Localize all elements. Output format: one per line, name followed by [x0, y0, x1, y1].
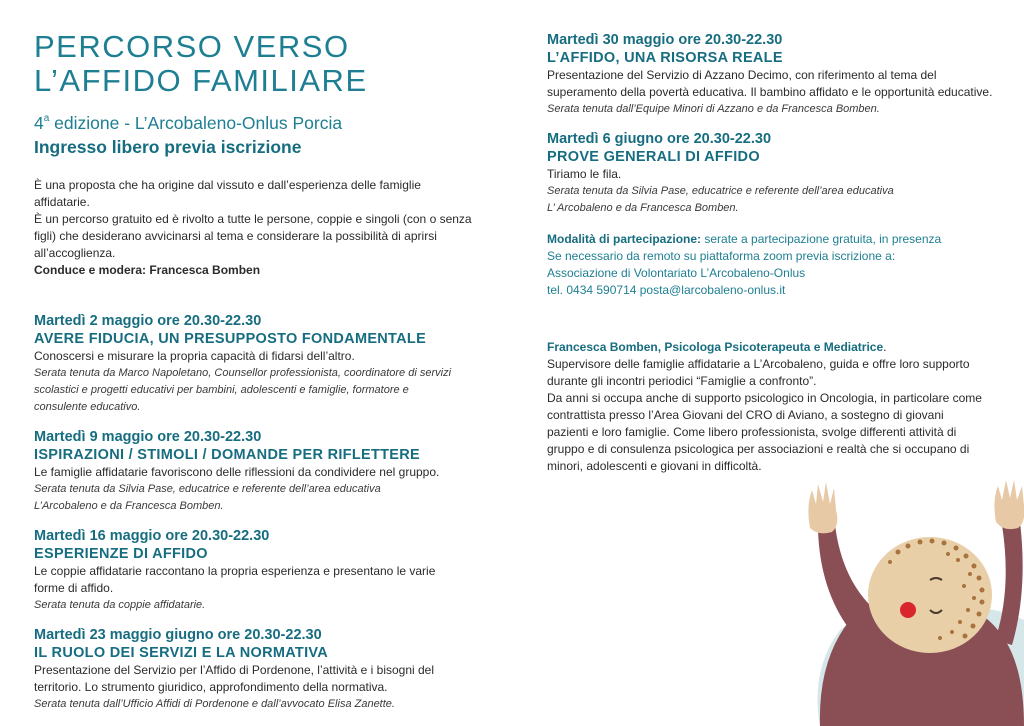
edition-line [34, 112, 474, 134]
bio-line: minori, adolescenti e giovani in difficoltà. [547, 459, 762, 473]
event-note: Serata tenuta da Marco Napoletano, Counsellor professionista, coordinatore di servizi [34, 367, 452, 379]
event-description: superamento della povertà educativa. Il bambino affidato e le opportunità educative. [547, 85, 993, 99]
event-6 [547, 130, 997, 217]
event-date: Martedì 2 maggio ore 20.30-22.30 [34, 313, 262, 329]
bio-line: Supervisore delle famiglie affidatarie a L’Arcobaleno, guida e offre loro supporto [547, 357, 970, 371]
intro-line: È una proposta che ha origine dal vissuto e dall’esperienza delle famiglie affidatarie. [34, 178, 421, 209]
intro-line: all’accoglienza. [34, 246, 116, 260]
event-note: L’ Arcobaleno e da Francesca Bomben. [547, 202, 739, 214]
event-1 [34, 312, 474, 416]
event-description: territorio. Lo strumento giuridico, approfondimento della normativa. [34, 680, 388, 694]
participation-label: Modalità di partecipazione: [547, 232, 702, 246]
event-note: Serata tenuta dall’Ufficio Affidi di Pordenone e dall’avvocato Elisa Zanette. [34, 698, 395, 710]
event-3 [34, 527, 474, 614]
event-note: scolastici e progetti educativi per bambini, adolescenti e famiglie, formatore e [34, 384, 409, 396]
event-5 [547, 31, 997, 118]
edition-superscript: a [43, 113, 50, 124]
event-note: Serata tenuta da Silvia Pase, educatrice e referente dell’area educativa [34, 483, 381, 495]
child-raising-arms-illustration [780, 470, 1024, 726]
bio-heading-period: . [883, 340, 887, 354]
title-line-1: PERCORSO VERSO [34, 29, 350, 64]
bio-line: gruppo e di consulenza psicologica per associazioni e realtà che si occupano di [547, 442, 970, 456]
event-title: PROVE GENERALI DI AFFIDO [547, 149, 760, 165]
event-date: Martedì 9 maggio ore 20.30-22.30 [34, 429, 262, 445]
event-description: Conoscersi e misurare la propria capacità di fidarsi dell’altro. [34, 349, 355, 363]
intro-line: È un percorso gratuito ed è rivolto a tutte le persone, coppie e singoli (con o senza [34, 212, 472, 226]
event-description: forme di affido. [34, 581, 114, 595]
right-column [547, 31, 997, 475]
event-title: AVERE FIDUCIA, UN PRESUPPOSTO FONDAMENTALE [34, 331, 427, 347]
event-note: Serata tenuta da Silvia Pase, educatrice e referente dell’area educativa [547, 185, 894, 197]
event-note: Serata tenuta dall’Equipe Minori di Azzano e da Francesca Bomben. [547, 103, 880, 115]
event-4 [34, 626, 474, 713]
bio-heading [547, 339, 997, 356]
participation-mode [547, 231, 997, 248]
bio-line: contrattista presso l’Area Giovani del CRO di Aviano, a sostegno di giovani [547, 408, 944, 422]
bio-block [547, 339, 997, 475]
event-date: Martedì 30 maggio ore 20.30-22.30 [547, 32, 783, 48]
event-2 [34, 428, 474, 515]
edition-text: edizione - L’Arcobaleno-Onlus Porcia [49, 113, 343, 133]
page-title [34, 30, 474, 98]
contact-info[interactable]: tel. 0434 590714 posta@larcobaleno-onlus.it [547, 283, 786, 297]
event-description: Presentazione del Servizio di Azzano Decimo, con riferimento al tema del [547, 68, 937, 82]
edition-number: 4 [34, 113, 44, 133]
participation-remote: Se necessario da remoto su piattaforma zoom previa iscrizione a: [547, 249, 896, 263]
entry-note: Ingresso libero previa iscrizione [34, 137, 302, 157]
event-date: Martedì 6 giugno ore 20.30-22.30 [547, 131, 772, 147]
bio-line: pazienti e loro famiglie. Come libero professionista, svolge differenti attività di [547, 425, 957, 439]
event-title: ISPIRAZIONI / STIMOLI / DOMANDE PER RIFLETTERE [34, 447, 420, 463]
event-date: Martedì 16 maggio ore 20.30-22.30 [34, 528, 270, 544]
event-description: Le famiglie affidatarie favoriscono delle riflessioni da condividere nel gruppo. [34, 465, 440, 479]
participation-block [547, 231, 997, 299]
organization-name: Associazione di Volontariato L’Arcobaleno-Onlus [547, 266, 806, 280]
event-date: Martedì 23 maggio giugno ore 20.30-22.30 [34, 627, 322, 643]
bio-line: durante gli incontri periodici “Famiglie a confronto”. [547, 374, 817, 388]
event-note: consulente educativo. [34, 401, 141, 413]
event-description: Le coppie affidatarie raccontano la propria esperienza e presentano le varie [34, 564, 436, 578]
intro-line: figli) che desiderano avvicinarsi al tema e considerare la possibilità di aprirsi [34, 229, 437, 243]
moderator-line: Conduce e modera: Francesca Bomben [34, 263, 261, 277]
intro-paragraph [34, 177, 474, 262]
title-line-2: L’AFFIDO FAMILIARE [34, 63, 368, 98]
left-column [34, 30, 474, 713]
participation-value: serate a partecipazione gratuita, in presenza [701, 232, 942, 246]
event-description: Tiriamo le fila. [547, 167, 622, 181]
event-title: ESPERIENZE DI AFFIDO [34, 546, 208, 562]
event-title: IL RUOLO DEI SERVIZI E LA NORMATIVA [34, 645, 329, 661]
event-note: L’Arcobaleno e da Francesca Bomben. [34, 500, 224, 512]
bio-heading-text: Francesca Bomben, Psicologa Psicoterapeuta e Mediatrice [547, 340, 884, 354]
event-description: Presentazione del Servizio per l’Affido di Pordenone, l’attività e i bisogni del [34, 663, 435, 677]
bio-line: Da anni si occupa anche di supporto psicologico in Oncologia, in particolare come [547, 391, 982, 405]
event-title: L’AFFIDO, UNA RISORSA REALE [547, 50, 783, 66]
event-note: Serata tenuta da coppie affidatarie. [34, 599, 206, 611]
